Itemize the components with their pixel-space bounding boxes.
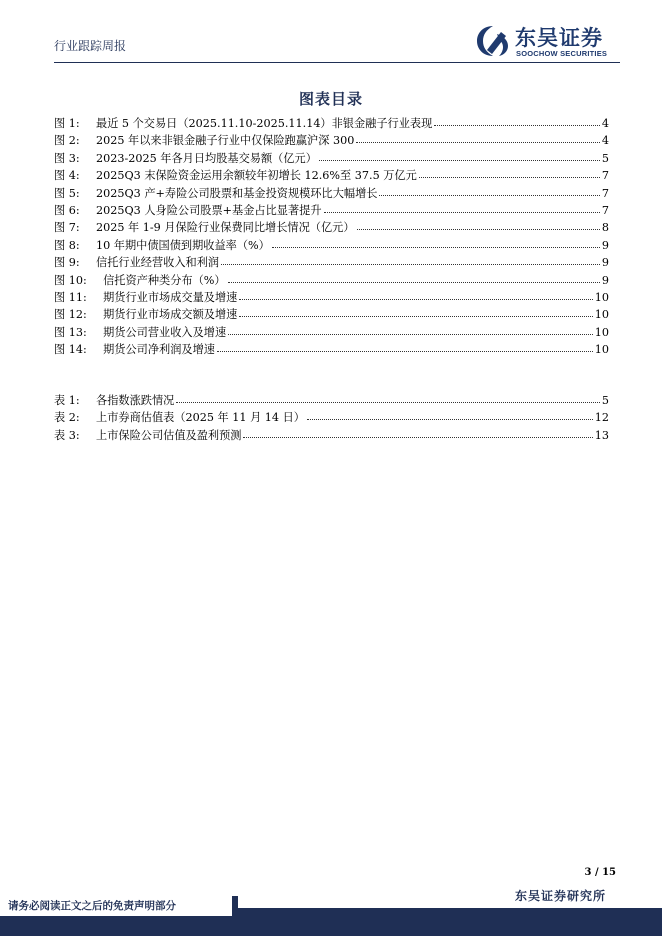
figure-entry-page: 5 (601, 151, 609, 165)
figure-entry[interactable] (54, 341, 609, 358)
figure-entry[interactable] (54, 219, 609, 236)
figure-entry[interactable] (54, 167, 609, 184)
figure-entry-label: 图 9: (54, 256, 80, 270)
logo-name-en: SOOCHOW SECURITIES (516, 49, 608, 58)
dot-leader (419, 168, 600, 178)
dot-leader (239, 307, 592, 317)
figure-entry-title: 2025Q3 末保险资金运用余额较年初增长 12.6%至 37.5 万亿元 (96, 169, 417, 183)
figure-entry[interactable] (54, 150, 609, 167)
dot-leader (272, 238, 600, 248)
figure-entry-label: 图 7: (54, 221, 80, 235)
figure-entry-page: 4 (601, 117, 609, 130)
table-entry-page: 13 (594, 428, 609, 442)
figure-entry-label: 图 6: (54, 203, 80, 217)
figure-entry[interactable] (54, 115, 609, 132)
dot-leader (319, 151, 600, 161)
figure-entry-title: 期货公司净利润及增速 (96, 343, 215, 357)
figure-entry-label: 图 2: (54, 134, 80, 148)
header-divider (54, 62, 620, 63)
figure-entry[interactable] (54, 289, 609, 306)
page-number: 3 / 15 (584, 867, 616, 878)
dot-leader (357, 220, 600, 230)
figure-entry-label: 图 5: (54, 186, 80, 200)
dot-leader (228, 325, 593, 335)
figure-entry-label: 图 14: (54, 343, 87, 357)
figure-entry-label: 图 12: (54, 308, 87, 322)
figure-entry[interactable] (54, 272, 609, 289)
figure-entry-title: 2025 年以来非银金融子行业中仅保险跑赢沪深 300 (96, 134, 355, 148)
figure-entry-title: 10 年期中债国债到期收益率（%） (96, 238, 270, 252)
table-entry-page: 12 (594, 411, 609, 425)
figure-entry-label: 图 11: (54, 290, 87, 304)
figure-entry-title: 期货行业市场成交量及增速 (96, 290, 238, 304)
dot-leader (379, 186, 599, 196)
dot-leader (324, 203, 600, 213)
table-entry[interactable] (54, 427, 609, 444)
dot-leader (228, 273, 600, 283)
dot-leader (356, 133, 600, 143)
dot-leader (217, 342, 593, 352)
figure-entry-title: 2025Q3 人身险公司股票+基金占比显著提升 (96, 203, 322, 217)
figure-entry-label: 图 13: (54, 325, 87, 339)
dot-leader (243, 428, 592, 438)
figure-entry-title: 2025Q3 产+寿险公司股票和基金投资规模环比大幅增长 (96, 186, 378, 200)
table-entry-title: 上市券商估值表（2025 年 11 月 14 日） (96, 411, 305, 425)
figure-entry-page: 10 (594, 290, 609, 304)
figure-entry-page: 7 (601, 186, 609, 200)
dot-leader (307, 410, 593, 420)
figure-entry-label: 图 1: (54, 117, 80, 130)
table-entry-label: 表 1: (54, 394, 80, 407)
figure-entry-title: 信托资产种类分布（%） (96, 273, 226, 287)
table-entry-page: 5 (601, 394, 609, 407)
dot-leader (221, 255, 600, 265)
soochow-logo-icon (475, 24, 511, 58)
figure-entry[interactable] (54, 202, 609, 219)
logo-name-cn: 东吴证券 (515, 26, 603, 50)
institute-name: 东吴证券研究所 (514, 889, 606, 903)
figure-entry-page: 10 (594, 325, 609, 339)
figure-entry-page: 4 (601, 134, 609, 148)
figure-entry-label: 图 10: (54, 273, 87, 287)
figure-entry-title: 最近 5 个交易日（2025.11.10-2025.11.14）非银金融子行业表现 (96, 117, 433, 130)
figure-entry-title: 2023-2025 年各月日均股基交易额（亿元） (96, 151, 317, 165)
figure-entry-label: 图 3: (54, 151, 80, 165)
dot-leader (434, 116, 600, 126)
figure-entry-page: 9 (601, 273, 609, 287)
figure-entry[interactable] (54, 237, 609, 254)
figure-entry[interactable] (54, 254, 609, 271)
table-list (54, 392, 609, 444)
table-entry[interactable] (54, 409, 609, 426)
figure-entry[interactable] (54, 306, 609, 323)
report-type-label: 行业跟踪周报 (54, 39, 127, 53)
dot-leader (239, 290, 592, 300)
figure-entry-title: 期货公司营业收入及增速 (96, 325, 227, 339)
table-entry-title: 上市保险公司估值及盈利预测 (96, 428, 242, 442)
figure-entry-page: 8 (601, 221, 609, 235)
toc-title: 图表目录 (298, 90, 363, 108)
table-entry-label: 表 3: (54, 428, 80, 442)
figure-list (54, 115, 609, 358)
figure-entry-page: 9 (601, 238, 609, 252)
table-entry-title: 各指数涨跌情况 (96, 394, 175, 407)
figure-entry[interactable] (54, 324, 609, 341)
figure-entry-page: 10 (594, 308, 609, 322)
figure-entry[interactable] (54, 185, 609, 202)
company-logo (475, 22, 620, 62)
figure-entry-page: 10 (594, 343, 609, 357)
figure-entry-page: 7 (601, 203, 609, 217)
dot-leader (176, 393, 600, 403)
figure-entry-page: 7 (601, 169, 609, 183)
figure-entry-title: 2025 年 1-9 月保险行业保费同比增长情况（亿元） (96, 221, 355, 235)
figure-entry[interactable] (54, 132, 609, 149)
figure-entry-title: 期货行业市场成交额及增速 (96, 308, 238, 322)
figure-entry-title: 信托行业经营收入和利润 (96, 256, 220, 270)
table-entry-label: 表 2: (54, 411, 80, 425)
figure-entry-page: 9 (601, 256, 609, 270)
figure-entry-label: 图 8: (54, 238, 80, 252)
figure-entry-label: 图 4: (54, 169, 80, 183)
table-entry[interactable] (54, 392, 609, 409)
disclaimer-note: 请务必阅读正文之后的免责声明部分 (0, 896, 238, 916)
